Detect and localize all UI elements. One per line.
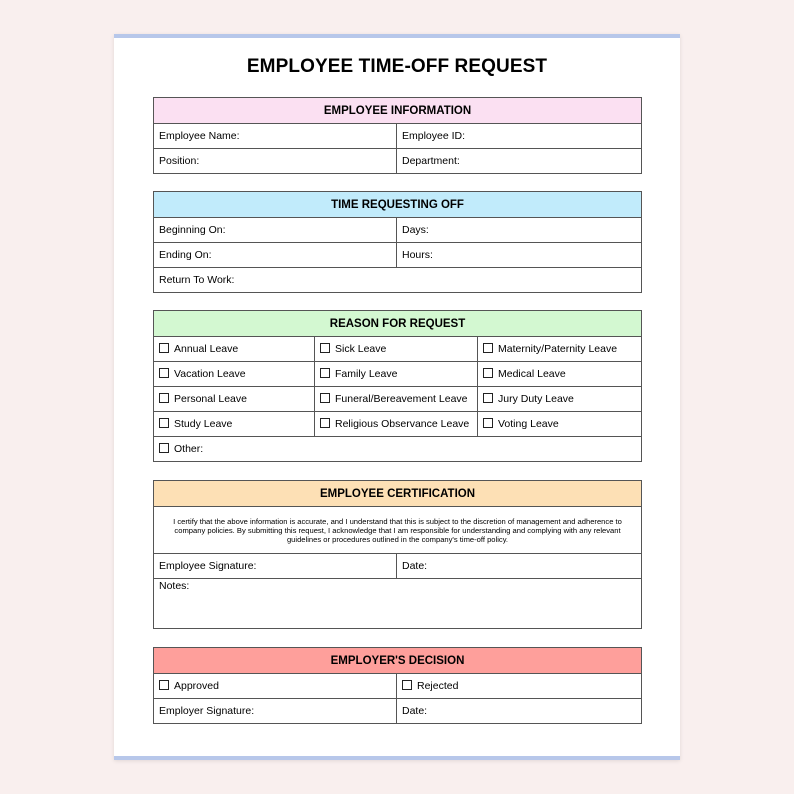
reason-option-label: Personal Leave — [174, 393, 247, 405]
checkbox-icon[interactable] — [159, 368, 169, 378]
reason-option-personal-leave[interactable] — [154, 387, 315, 412]
reason-option-funeral-bereavement-leave[interactable] — [315, 387, 478, 412]
days-field[interactable] — [397, 218, 642, 243]
employee-information-header: EMPLOYEE INFORMATION — [154, 98, 642, 124]
notes-field[interactable] — [154, 579, 642, 629]
form-title: EMPLOYEE TIME-OFF REQUEST — [246, 56, 548, 77]
checkbox-icon[interactable] — [159, 418, 169, 428]
reason-option-family-leave[interactable] — [315, 362, 478, 387]
reason-option-label: Medical Leave — [498, 368, 566, 380]
reason-option-maternity-paternity-leave[interactable] — [478, 337, 642, 362]
time-requesting-off-header: TIME REQUESTING OFF — [154, 192, 642, 218]
reason-option-label: Jury Duty Leave — [498, 393, 574, 405]
rejected-option[interactable] — [397, 674, 642, 699]
checkbox-icon[interactable] — [483, 368, 493, 378]
beginning-on-label: Beginning On: — [159, 224, 226, 236]
employee-signature-label: Employee Signature: — [159, 560, 257, 572]
reason-option-voting-leave[interactable] — [478, 412, 642, 437]
reason-option-label: Voting Leave — [498, 418, 559, 430]
reason-option-vacation-leave[interactable] — [154, 362, 315, 387]
reason-option-annual-leave[interactable] — [154, 337, 315, 362]
return-to-work-label: Return To Work: — [159, 274, 235, 286]
employee-name-field[interactable] — [154, 124, 397, 149]
department-field[interactable] — [397, 149, 642, 174]
beginning-on-field[interactable] — [154, 218, 397, 243]
reason-option-medical-leave[interactable] — [478, 362, 642, 387]
checkbox-icon[interactable] — [320, 418, 330, 428]
reason-option-jury-duty-leave[interactable] — [478, 387, 642, 412]
checkbox-icon[interactable] — [159, 393, 169, 403]
ending-on-label: Ending On: — [159, 249, 212, 261]
employee-id-label: Employee ID: — [402, 130, 466, 142]
reason-option-label: Religious Observance Leave — [335, 418, 470, 430]
employee-id-field[interactable] — [397, 124, 642, 149]
checkbox-icon[interactable] — [159, 343, 169, 353]
time-requesting-off-section — [153, 191, 642, 293]
department-label: Department: — [402, 155, 460, 167]
checkbox-icon[interactable] — [483, 393, 493, 403]
reason-option-label: Annual Leave — [174, 343, 239, 355]
employee-signature-field[interactable] — [154, 554, 397, 579]
form-page — [114, 34, 680, 760]
reason-option-religious-observance-leave[interactable] — [315, 412, 478, 437]
employer-signature-date-field[interactable] — [397, 699, 642, 724]
reason-option-study-leave[interactable] — [154, 412, 315, 437]
rejected-label: Rejected — [417, 680, 459, 692]
checkbox-icon[interactable] — [483, 343, 493, 353]
employer-signature-field[interactable] — [154, 699, 397, 724]
hours-label: Hours: — [402, 249, 433, 261]
reason-for-request-header: REASON FOR REQUEST — [154, 311, 642, 337]
reason-option-other[interactable] — [154, 437, 642, 462]
checkbox-icon[interactable] — [320, 393, 330, 403]
employers-decision-header: EMPLOYER'S DECISION — [154, 648, 642, 674]
employee-signature-date-field[interactable] — [397, 554, 642, 579]
checkbox-icon[interactable] — [320, 343, 330, 353]
checkbox-icon[interactable] — [159, 680, 169, 690]
employee-certification-section — [153, 480, 642, 629]
checkbox-icon[interactable] — [483, 418, 493, 428]
notes-label: Notes: — [159, 580, 190, 592]
certification-statement: I certify that the above information is accurate, and I understand that this is subject to the discretion of management and adherence to company policies. By submitting this request, I acknowledge that I am responsible for understanding and complying with any relevant guidelines or procedures outlined in the company's time-off policy. — [154, 507, 642, 554]
employer-signature-label: Employer Signature: — [159, 705, 255, 717]
reason-option-label: Maternity/Paternity Leave — [498, 343, 618, 355]
reason-option-label: Vacation Leave — [174, 368, 246, 380]
days-label: Days: — [402, 224, 429, 236]
position-field[interactable] — [154, 149, 397, 174]
other-label: Other: — [174, 443, 204, 455]
checkbox-icon[interactable] — [402, 680, 412, 690]
reason-option-label: Study Leave — [174, 418, 233, 430]
reason-option-label: Family Leave — [335, 368, 398, 380]
checkbox-icon[interactable] — [320, 368, 330, 378]
checkbox-icon[interactable] — [159, 443, 169, 453]
reason-option-label: Funeral/Bereavement Leave — [335, 393, 468, 405]
employers-decision-section — [153, 647, 642, 724]
reason-option-sick-leave[interactable] — [315, 337, 478, 362]
reason-for-request-section — [153, 310, 642, 462]
employee-information-section — [153, 97, 642, 174]
reason-option-label: Sick Leave — [335, 343, 387, 355]
date-label: Date: — [402, 560, 428, 572]
ending-on-field[interactable] — [154, 243, 397, 268]
approved-label: Approved — [174, 680, 219, 692]
date-label: Date: — [402, 705, 428, 717]
position-label: Position: — [159, 155, 200, 167]
employee-certification-header: EMPLOYEE CERTIFICATION — [154, 481, 642, 507]
employee-name-label: Employee Name: — [159, 130, 240, 142]
return-to-work-field[interactable] — [154, 268, 642, 293]
hours-field[interactable] — [397, 243, 642, 268]
approved-option[interactable] — [154, 674, 397, 699]
